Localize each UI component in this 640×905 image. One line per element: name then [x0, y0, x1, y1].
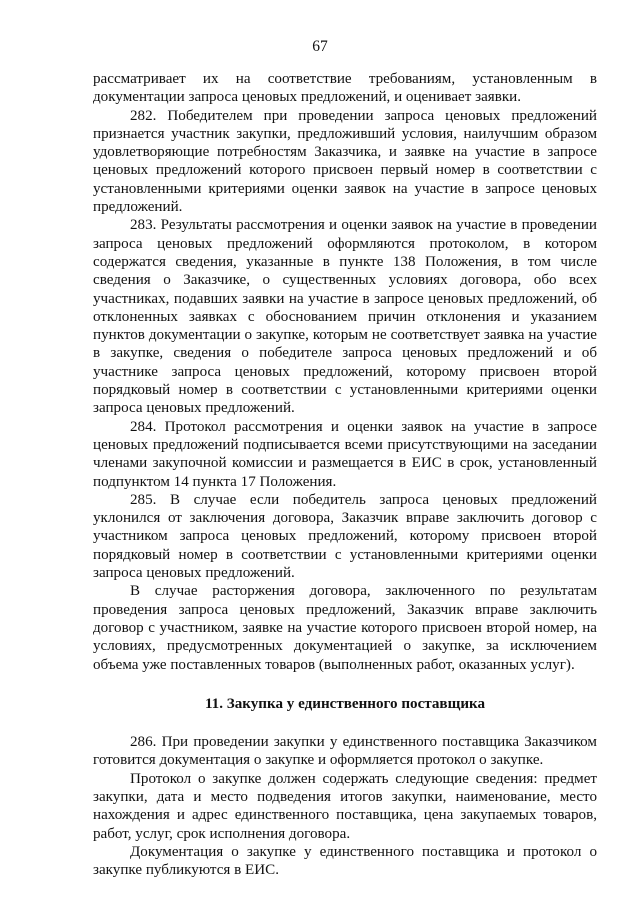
- paragraph-285: 285. В случае если победитель запроса ценовых предложений уклонился от заключения договора, Заказчик вправе заключить договор с участником запроса ценовых предложений, которому присвоен второй порядковый номер в соответствии с установленными критериями оценки запроса ценовых предложений.: [93, 491, 597, 582]
- document-body: [93, 70, 597, 879]
- paragraph-protocol-contents: Протокол о закупке должен содержать следующие сведения: предмет закупки, дата и место подведения итогов закупки, наименование, место нахождения и адрес единственного поставщика, цена закупаемых товаров, работ, услуг, срок исполнения договора.: [93, 770, 597, 842]
- section-heading: 11. Закупка у единственного поставщика: [204, 695, 486, 712]
- paragraph-284: 284. Протокол рассмотрения и оценки заявок на участие в запросе ценовых предложений подписывается всеми присутствующими на заседании членами закупочной комиссии и размещается в ЕИС в срок, установленный подпунктом 14 пункта 17 Положения.: [93, 418, 597, 490]
- paragraph-286: 286. При проведении закупки у единственного поставщика Заказчиком готовится документация о закупке и оформляется протокол о закупке.: [93, 734, 597, 769]
- paragraph-282: 282. Победителем при проведении запроса ценовых предложений признается участник закупки, предложивший условия, наилучшим образом удовлетворяющие потребностям Заказчика, и заявке на участие в запросе ценовых предложений которого присвоен первый номер в соответствии с установленными критериями оценки заявок на участие в запросе ценовых предложений.: [93, 107, 597, 216]
- page-number: 67: [312, 38, 328, 55]
- paragraph-285-contract-termination: В случае расторжения договора, заключенного по результатам проведения запроса ценовых предложений, Заказчик вправе заключить договор с участником, заявке на участие которого присвоен второй номер, на условиях, предусмотренных документацией о закупке, за исключением объема уже поставленных товаров (выполненных работ, оказанных услуг).: [93, 583, 597, 673]
- paragraph-283: 283. Результаты рассмотрения и оценки заявок на участие в проведении запроса ценовых предложений оформляются протоколом, в котором содержатся сведения, указанные в пункте 138 Положения, в том числе сведения о Заказчике, о существенных условиях договора, обо всех участниках, подавших заявки на участие в запросе ценовых предложений, об отклоненных заявках с обоснованием причин отклонения и указанием пунктов документации о закупке, которым не соответствует заявка на участие в закупке, сведения о победителе запроса ценовых предложений и об участнике запроса ценовых предложений, которому присвоен второй порядковый номер в соответствии с установленными критериями оценки запроса ценовых предложений.: [93, 217, 597, 417]
- paragraph-publication: Документация о закупке у единственного поставщика и протокол о закупке публикуются в ЕИС.: [93, 843, 597, 879]
- paragraph-continuation: рассматривает их на соответствие требованиям, установленным в документации запроса ценовых предложений, и оценивает заявки.: [93, 71, 597, 106]
